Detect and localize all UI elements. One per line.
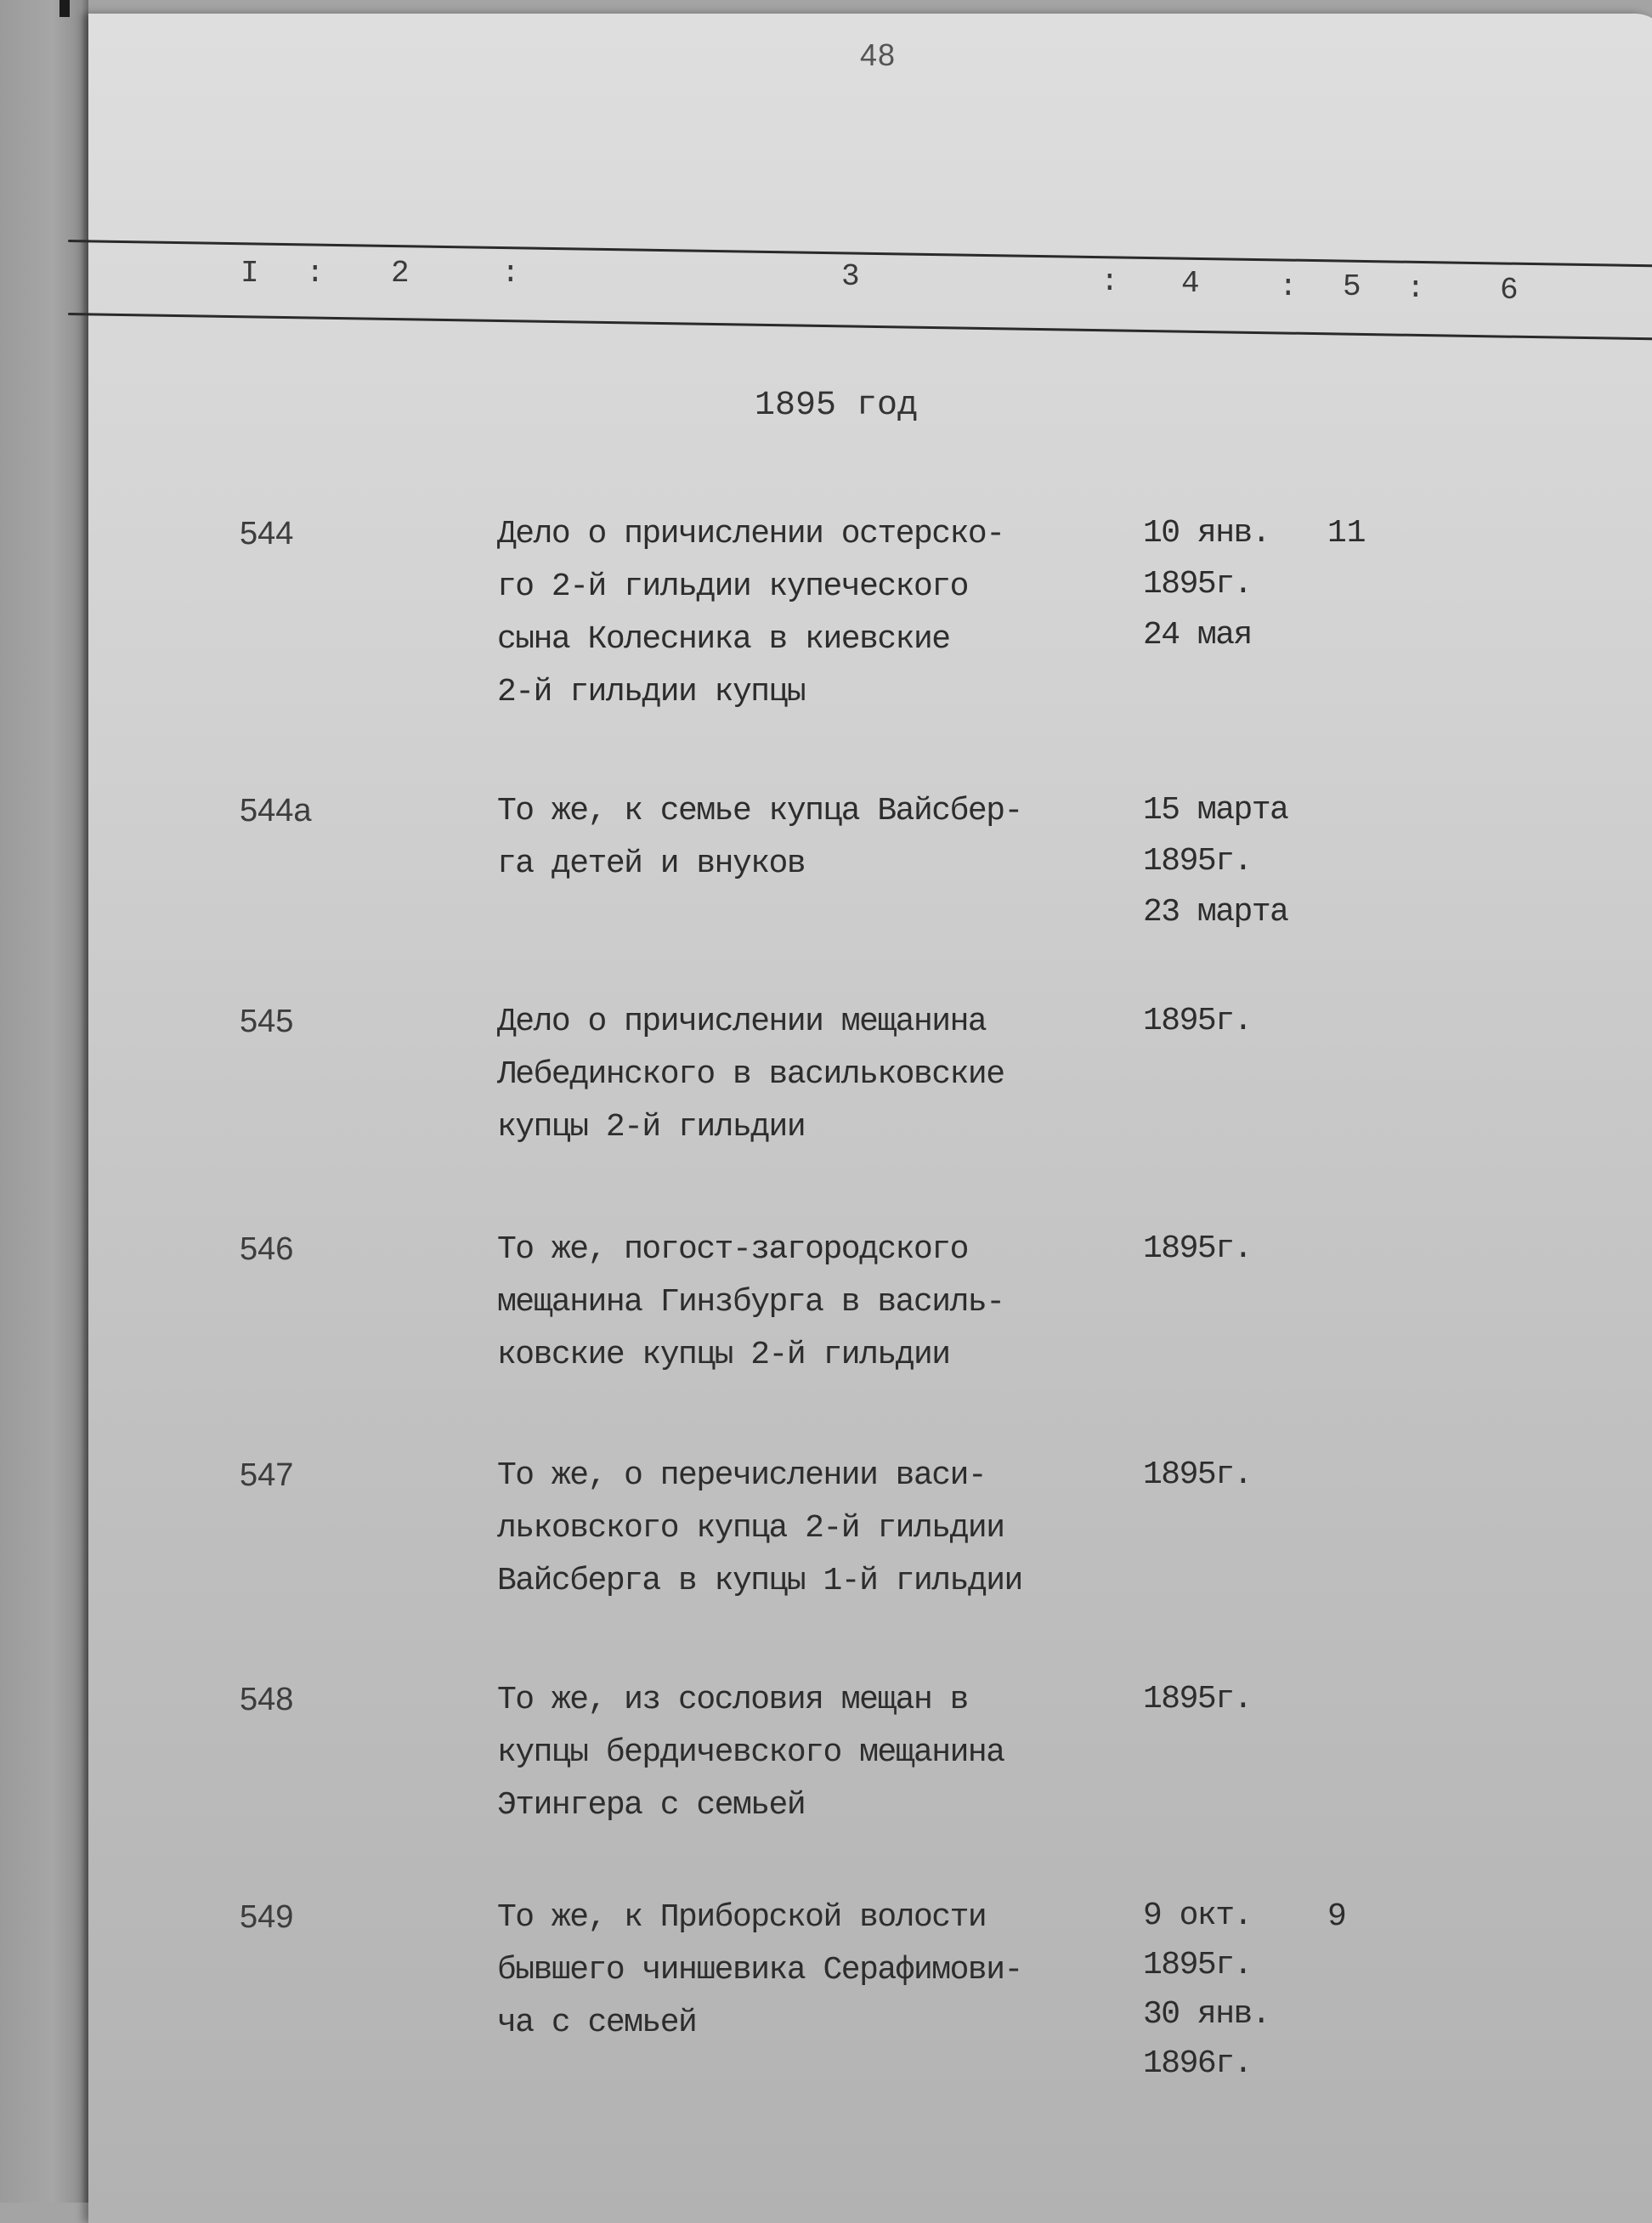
entry-description — [497, 1450, 1092, 1608]
entry-description — [497, 996, 1092, 1154]
description-line: го 2-й гильдии купеческого — [497, 568, 968, 605]
description-line: купцы 2-й гильдии — [497, 1109, 806, 1145]
binding-edge — [0, 0, 88, 2203]
column-header-5: 5 — [1343, 269, 1361, 304]
entry-number: 549 — [240, 1899, 294, 1935]
date-line: 1895г. — [1143, 1230, 1252, 1267]
page-number: 48 — [860, 37, 897, 72]
description-line: сына Колесника в киевские — [497, 621, 950, 658]
date-line: 30 янв. — [1143, 1996, 1270, 2033]
date-line: 9 окт. — [1143, 1898, 1252, 1934]
column-separator: : — [501, 256, 520, 291]
entry-dates — [1143, 1224, 1313, 1275]
entry-number: 545 — [240, 1004, 294, 1039]
description-line: Этингера с семьей — [497, 1787, 806, 1824]
date-line: 10 янв. — [1143, 515, 1270, 552]
entry-number: 547 — [240, 1457, 294, 1493]
entry-description — [497, 785, 1092, 891]
date-line: 1895г. — [1143, 566, 1252, 602]
entry-number: 544 — [240, 516, 294, 552]
description-line: То же, погост-загородского — [497, 1231, 968, 1268]
entry-description — [497, 1892, 1092, 2050]
date-line: 24 мая — [1143, 617, 1252, 653]
date-line: 1895г. — [1143, 843, 1252, 880]
description-line: га детей и внуков — [497, 846, 806, 882]
entry-dates — [1143, 1892, 1313, 2089]
entry-description — [497, 1224, 1092, 1382]
description-line: То же, из сословия мещан в — [497, 1682, 968, 1718]
column-separator: : — [1100, 264, 1119, 299]
description-line: ковские купцы 2-й гильдии — [497, 1337, 950, 1373]
column-header-2: 2 — [391, 256, 410, 291]
date-line: 15 марта — [1143, 792, 1288, 829]
column-header-3: 3 — [841, 259, 860, 294]
description-line: мещанина Гинзбурга в василь- — [497, 1284, 1004, 1321]
description-line: То же, о перечислении васи- — [497, 1457, 987, 1494]
description-line: 2-й гильдии купцы — [497, 674, 806, 710]
entry-description — [497, 1674, 1092, 1832]
year-heading: 1895 год — [755, 387, 919, 425]
date-line: 23 марта — [1143, 894, 1288, 930]
date-line: 1895г. — [1143, 1003, 1252, 1039]
entry-dates — [1143, 785, 1313, 938]
entry-dates — [1143, 508, 1313, 661]
entry-dates — [1143, 1450, 1313, 1501]
date-line: 1895г. — [1143, 1457, 1252, 1493]
description-line: Вайсберга в купцы 1-й гильдии — [497, 1563, 1022, 1599]
entry-dates — [1143, 1674, 1313, 1725]
column-header-4: 4 — [1181, 266, 1200, 301]
date-line: 1896г. — [1143, 2045, 1252, 2082]
description-line: То же, к семье купца Вайсбер- — [497, 793, 1022, 829]
date-line: 1895г. — [1143, 1681, 1252, 1717]
column-header-6: 6 — [1500, 273, 1519, 308]
description-line: Дело о причислении мещанина — [497, 1004, 987, 1040]
entry-sheet-count: 11 — [1327, 515, 1366, 552]
description-line: Дело о причислении остерско- — [497, 516, 1004, 552]
column-header-1: I — [240, 256, 259, 291]
description-line: бывшего чиншевика Серафимови- — [497, 1952, 1022, 1988]
entry-number: 544а — [240, 793, 312, 829]
corner-mark — [59, 0, 70, 17]
entry-sheet-count: 9 — [1327, 1898, 1347, 1935]
description-line: То же, к Приборской волости — [497, 1899, 987, 1936]
entry-description — [497, 508, 1092, 719]
column-separator: : — [1406, 271, 1425, 306]
description-line: купцы бердичевского мещанина — [497, 1734, 1004, 1771]
column-separator: : — [306, 256, 325, 291]
entry-dates — [1143, 996, 1313, 1047]
entry-number: 548 — [240, 1682, 294, 1717]
entry-number: 546 — [240, 1231, 294, 1267]
column-separator: : — [1279, 269, 1298, 304]
description-line: льковского купца 2-й гильдии — [497, 1510, 1004, 1547]
description-line: Лебединского в васильковские — [497, 1056, 1004, 1093]
description-line: ча с семьей — [497, 2005, 697, 2041]
date-line: 1895г. — [1143, 1947, 1252, 1983]
